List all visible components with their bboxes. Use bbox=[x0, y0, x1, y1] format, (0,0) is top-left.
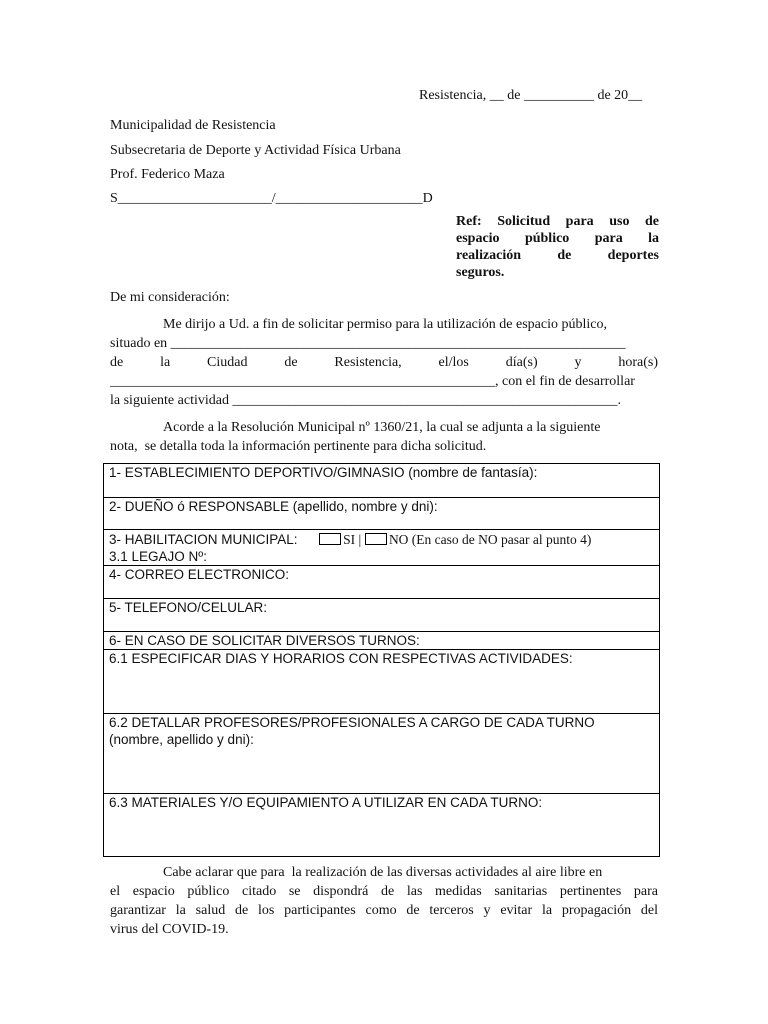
addressee-salutation: S______________________/_____________________D bbox=[110, 191, 433, 206]
reference-line: seguros. bbox=[456, 265, 505, 280]
form-field-label: 2- DUEÑO ó RESPONSABLE (apellido, nombre y dni): bbox=[109, 499, 438, 514]
form-field-habilitacion bbox=[104, 530, 660, 566]
form-field-label: 5- TELEFONO/CELULAR: bbox=[109, 600, 268, 615]
form-field-phone[interactable] bbox=[104, 599, 660, 632]
form-field-label: 6- EN CASO DE SOLICITAR DIVERSOS TURNOS: bbox=[109, 633, 420, 648]
form-field-label: 4- CORREO ELECTRONICO: bbox=[109, 567, 290, 582]
form-section-turnos bbox=[104, 632, 660, 650]
si-label: SI | bbox=[343, 532, 362, 547]
addressee-subsecretaria: Subsecretaria de Deporte y Actividad Física Urbana bbox=[110, 143, 401, 158]
form-field-schedule[interactable] bbox=[104, 650, 660, 714]
body-paragraph-line: nota, se detalla toda la información pertinente para dicha solicitud. bbox=[110, 439, 487, 454]
form-field-professionals[interactable] bbox=[104, 714, 660, 794]
closing-paragraph-line: garantizar la salud de los participantes como de terceros y evitar la propagación del bbox=[110, 903, 658, 918]
no-label: NO (En caso de NO pasar al punto 4) bbox=[388, 532, 592, 547]
form-field-owner[interactable] bbox=[104, 498, 660, 530]
closing-paragraph-line: Cabe aclarar que para la realización de las diversas actividades al aire libre en bbox=[163, 865, 603, 880]
no-checkbox[interactable] bbox=[365, 533, 387, 545]
form-field-label: 6.1 ESPECIFICAR DIAS Y HORARIOS CON RESPECTIVAS ACTIVIDADES: bbox=[109, 651, 573, 666]
form-field-label: (nombre, apellido y dni): bbox=[109, 732, 254, 747]
request-form-table bbox=[103, 463, 660, 857]
form-field-email[interactable] bbox=[104, 566, 660, 599]
reference-line: realización de deportes bbox=[456, 248, 659, 263]
body-paragraph-line: situado en _________________________________________________________________ bbox=[110, 336, 626, 351]
body-paragraph-line: de la Ciudad de Resistencia, el/los día(s) y hora(s) bbox=[110, 355, 658, 370]
form-field-label: 6.2 DETALLAR PROFESORES/PROFESIONALES A CARGO DE CADA TURNO bbox=[109, 715, 595, 730]
form-field-label: 1- ESTABLECIMIENTO DEPORTIVO/GIMNASIO (nombre de fantasía): bbox=[109, 465, 538, 480]
body-paragraph-line: Me dirijo a Ud. a fin de solicitar permiso para la utilización de espacio público, bbox=[163, 317, 607, 332]
reference-line: espacio público para la bbox=[456, 231, 659, 246]
form-field-label: 6.3 MATERIALES Y/O EQUIPAMIENTO A UTILIZAR EN CADA TURNO: bbox=[109, 795, 543, 810]
body-paragraph-line: Acorde a la Resolución Municipal nº 1360/21, la cual se adjunta a la siguiente bbox=[163, 420, 601, 435]
legajo-label: 3.1 LEGAJO Nº: bbox=[109, 549, 207, 564]
reference-line: Ref: Solicitud para uso de bbox=[456, 214, 659, 229]
date-line: Resistencia, __ de __________ de 20__ bbox=[419, 88, 643, 103]
si-checkbox[interactable] bbox=[319, 533, 341, 545]
form-field-materials[interactable] bbox=[104, 794, 660, 857]
body-paragraph-line: la siguiente actividad _______________________________________________________. bbox=[110, 393, 621, 408]
body-paragraph-line: _______________________________________________________, con el fin de desarrollar bbox=[110, 374, 635, 389]
closing-paragraph-line: el espacio público citado se dispondrá de las medidas sanitarias pertinentes para bbox=[110, 884, 658, 899]
closing-paragraph-line: virus del COVID-19. bbox=[110, 922, 229, 937]
greeting: De mi consideración: bbox=[110, 290, 230, 305]
reference-block bbox=[456, 213, 659, 281]
form-field-label: 3- HABILITACION MUNICIPAL: bbox=[109, 532, 298, 547]
addressee-name: Prof. Federico Maza bbox=[110, 167, 225, 182]
addressee-municipality: Municipalidad de Resistencia bbox=[110, 118, 276, 133]
form-field-establishment[interactable] bbox=[104, 464, 660, 498]
